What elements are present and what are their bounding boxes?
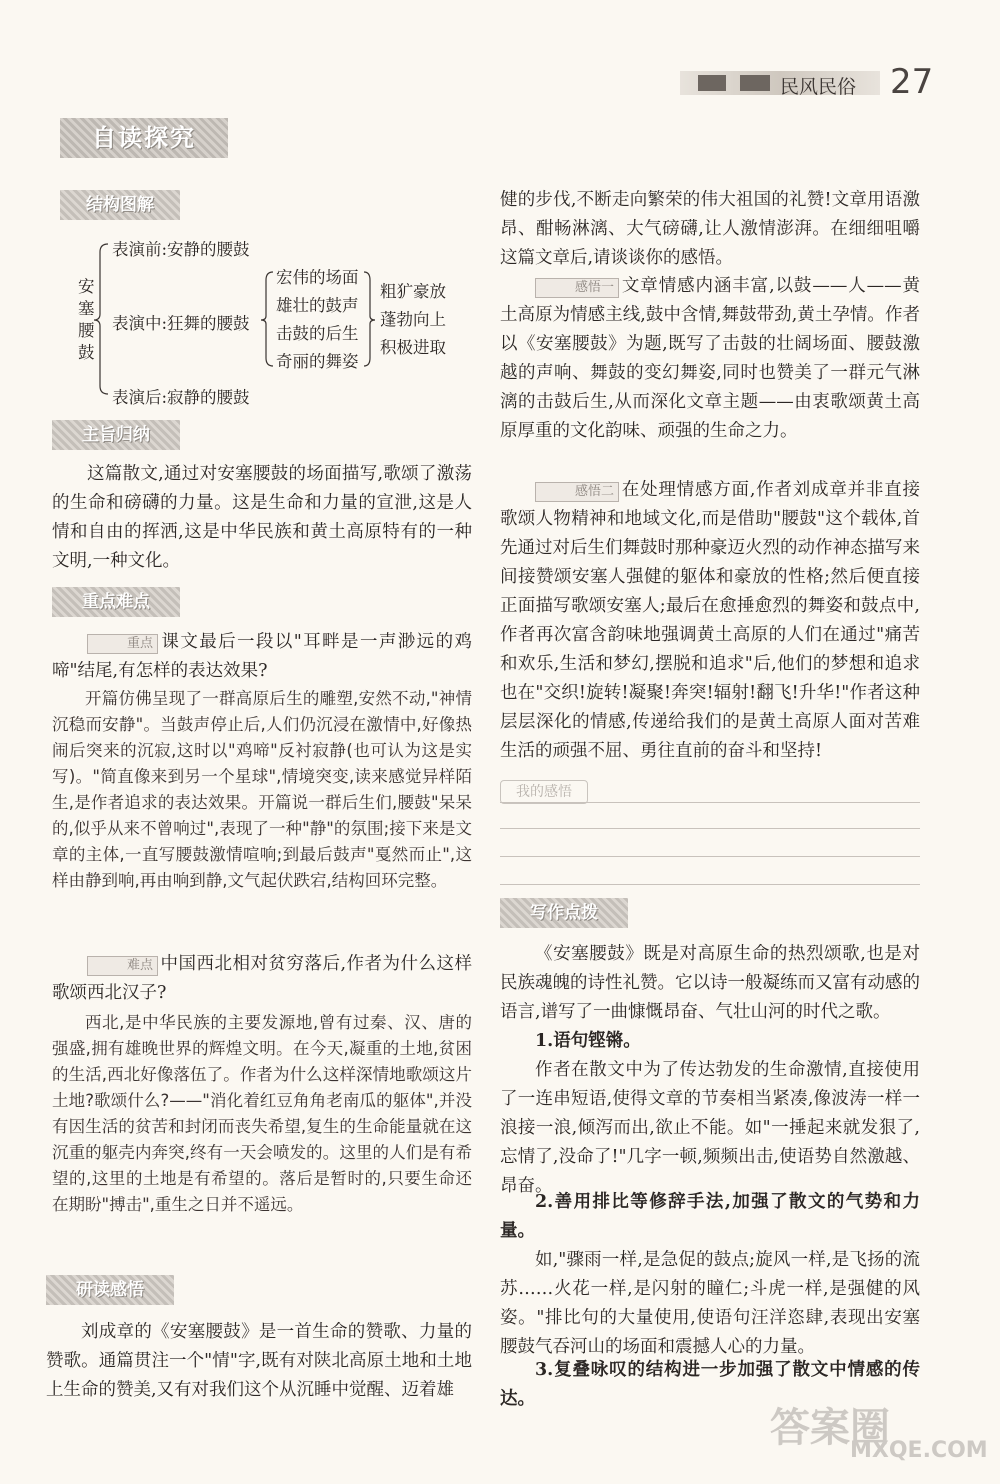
diagram-before: 表演前:安静的腰鼓 (112, 240, 250, 259)
structure-diagram (78, 236, 458, 406)
tag-my-feeling: 我的感悟 (500, 780, 588, 804)
diagram-after: 表演后:寂静的腰鼓 (112, 388, 250, 407)
writing-point-2: 如,"骤雨一样,是急促的鼓点;旋风一样,是飞扬的流苏……火花一样,是闪射的瞳仁;斗虎一样,是强健的风姿。"排比句的大量使用,使语句汪洋恣肆,表现出安塞腰鼓气吞河山的场面和震撼人心的力量。 (500, 1250, 920, 1357)
tag-theme: 主旨归纳 (52, 420, 180, 450)
page-header (680, 62, 1000, 102)
question-text: 中国西北相对贫穷落后,作者为什么这样歌颂西北汉子? (52, 954, 472, 1003)
reading-continued: 健的步伐,不断走向繁荣的伟大祖国的礼赞!文章用语激昂、酣畅淋漓、大气磅礴,让人激情澎湃。在细细咀嚼这篇文章后,请谈谈你的感悟。 (500, 190, 920, 268)
diagram-root: 安塞腰鼓 (78, 277, 95, 362)
label-badge: 感悟一 (535, 278, 619, 298)
watermark-url: MXQE.COM (850, 1438, 988, 1463)
diagram-sub-2: 雄壮的鼓声 (276, 296, 359, 315)
tag-structure: 结构图解 (60, 190, 180, 220)
writing-point-1: 作者在散文中为了传达勃发的生命激情,直接使用了一连串短语,使得文章的节奏相当紧凑,像波涛一样一浪接一浪,倾泻而出,欲止不能。如"一捶起来就发狠了,忘情了,没命了!"几字一顿,频频出击,使语势自然激越、昂奋。 (500, 1060, 920, 1196)
diagram-sub-1: 宏伟的场面 (276, 268, 359, 287)
diagram-sub-3: 击鼓的后生 (276, 324, 359, 343)
diagram-spirit-3: 积极进取 (380, 338, 446, 357)
answer-line (500, 828, 920, 829)
key-answer-1: 开篇仿佛呈现了一群高原后生的雕塑,安然不动,"神情沉稳而安静"。当鼓声停止后,人们仍沉浸在激情中,好像热闹后突来的沉寂,这时以"鸡啼"反衬寂静(也可认为这是实写)。"简直像来到另一个星球",情境突变,读来感觉异样陌生,是作者追求的表达效果。开篇说一群后生们,腰鼓"呆呆的,似乎从来不曾响过",表现了一种"静"的氛围;接下来是文章的主体,一直写腰鼓激情喧响;到最后鼓声"戛然而止",这样由静到响,再由响到静,文气起伏跌宕,结构回环完整。 (52, 689, 472, 890)
writing-heading-3: 3.复叠咏叹的结构进一步加强了散文中情感的传达。 (500, 1360, 920, 1409)
tag-key: 重点难点 (52, 587, 180, 617)
key-question-2 (52, 950, 472, 1008)
label-badge: 重点 (87, 634, 158, 654)
watermark-text: 答案圈 (770, 1405, 890, 1451)
question-text: 课文最后一段以"耳畔是一声渺远的鸡啼"结尾,有怎样的表达效果? (52, 632, 472, 681)
reading-paragraph: 刘成章的《安塞腰鼓》是一首生命的赞歌、力量的赞歌。通篇贯注一个"情"字,既有对陕北高原土地和土地上生命的赞美,又有对我们这个从沉睡中觉醒、迈着雄 (46, 1322, 472, 1400)
diagram-spirit-1: 粗犷豪放 (380, 282, 446, 301)
label-badge: 难点 (87, 956, 158, 976)
theme-paragraph: 这篇散文,通过对安塞腰鼓的场面描写,歌颂了激荡的生命和磅礴的力量。这是生命和力量的宣泄,这是人情和自由的挥洒,这是中华民族和黄土高原特有的一种文明,一种文化。 (52, 464, 472, 571)
answer-line (500, 802, 920, 803)
page-number: 27 (890, 62, 934, 102)
diagram-spirit-2: 蓬勃向上 (380, 310, 446, 329)
tag-reading: 研读感悟 (46, 1275, 174, 1305)
writing-intro: 《安塞腰鼓》既是对高原生命的热烈颂歌,也是对民族魂魄的诗性礼赞。它以诗一般凝练而又富有动感的语言,谱写了一曲慷慨昂奋、气壮山河的时代之歌。 (500, 944, 920, 1022)
watermark-logo (770, 1396, 988, 1466)
header-block (698, 75, 726, 91)
key-answer-2: 西北,是中华民族的主要发源地,曾有过秦、汉、唐的强盛,拥有雄晚世界的辉煌文明。在今天,凝重的土地,贫困的生活,西北好像落伍了。作者为什么这样深情地歌颂这片土地?歌颂什么?——"消化着红豆角角老南瓜的躯体",并没有因生活的贫苦和封闭而丧失希望,复生的生命能量就在这沉重的躯壳内奔突,终有一天会喷发的。这里的人们是有希望的,这里的土地是有希望的。落后是暂时的,只要生命还在期盼"搏击",重生之日并不遥远。 (52, 1013, 472, 1214)
writing-heading-2: 2.善用排比等修辞手法,加强了散文的气势和力量。 (500, 1192, 920, 1241)
answer-line (500, 884, 920, 885)
writing-heading-1: 1.语句铿锵。 (535, 1031, 641, 1051)
feeling-text: 在处理情感方面,作者刘成章并非直接歌颂人物精神和地域文化,而是借助"腰鼓"这个载体,首先通过对后生们舞鼓时那种豪迈火烈的动作神态描写来间接赞颂安塞人强健的躯体和豪放的性格;然后便直接正面描写歌颂安塞人;最后在愈捶愈烈的舞姿和鼓点中,作者再次富含韵味地强调黄土高原的人们在通过"痛苦和欢乐,生活和梦幻,摆脱和追求"后,他们的梦想和追求也在"交织!旋转!凝聚!奔突!辐射!翻飞!升华!"作者这种层层深化的情感,传递给我们的是黄土高原人面对苦难生活的顽强不屈、勇往直前的奋斗和坚持! (500, 480, 920, 761)
feeling-1 (500, 272, 920, 446)
section-title: 民风民俗 (780, 76, 857, 98)
tag-writing: 写作点拨 (500, 898, 628, 928)
section-banner: 自读探究 (60, 118, 228, 158)
feeling-text: 文章情感内涵丰富,以鼓——人——黄土高原为情感主线,鼓中含情,舞鼓带劲,黄土孕情。作者以《安塞腰鼓》为题,既写了击鼓的壮阔场面、腰鼓激越的声响、舞鼓的变幻舞姿,同时也赞美了一群元气淋漓的击鼓后生,从而深化文章主题——由衷歌颂黄土高原厚重的文化韵味、顽强的生命之力。 (500, 276, 920, 441)
answer-line (500, 856, 920, 857)
label-badge: 感悟二 (535, 482, 619, 502)
header-block (740, 75, 770, 91)
diagram-sub-4: 奇丽的舞姿 (276, 352, 359, 371)
diagram-during: 表演中:狂舞的腰鼓 (112, 314, 250, 333)
feeling-2 (500, 476, 920, 766)
key-question-1 (52, 628, 472, 686)
